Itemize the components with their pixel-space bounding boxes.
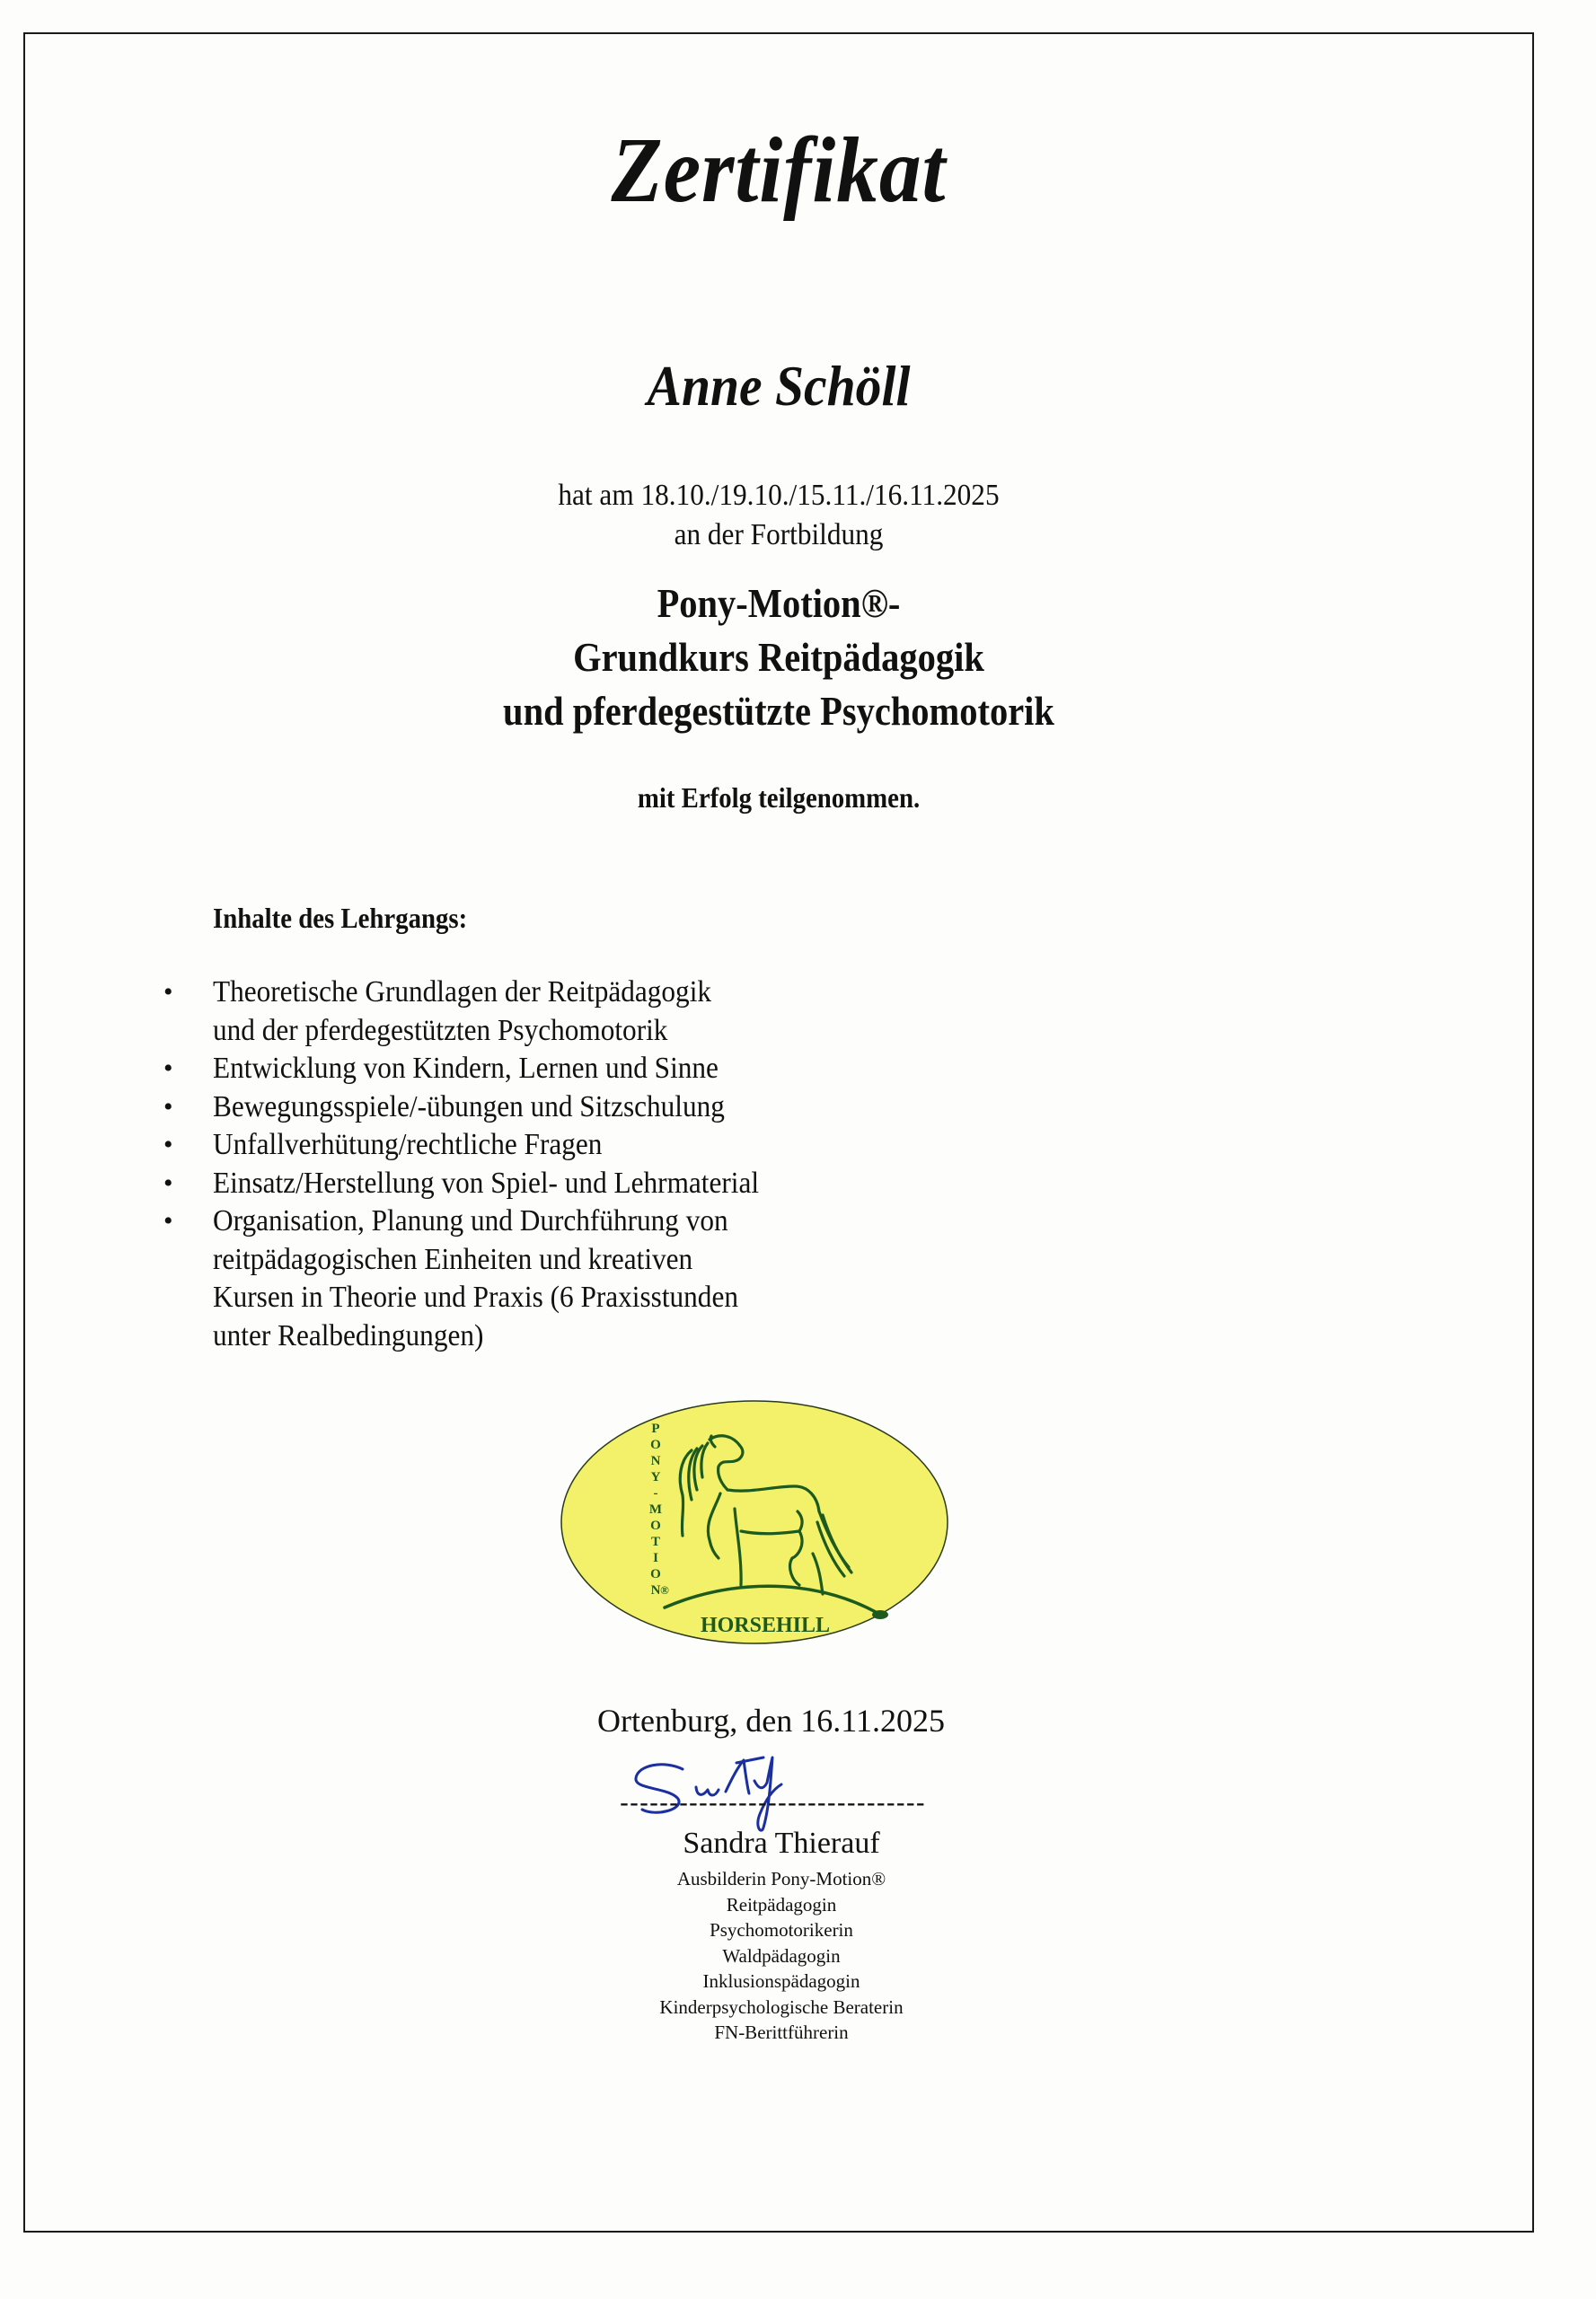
logo-vertical-letter: ® [660,1583,669,1597]
logo-vertical-letter: O [650,1519,661,1533]
list-item [163,1088,972,1127]
logo-vertical-letter: N [650,1583,661,1598]
logo-ellipse [561,1401,948,1643]
bullet-icon: • [163,1167,173,1198]
bullet-icon: • [163,977,173,1007]
list-item-text: Entwicklung von Kindern, Lernen und Sinne [213,1052,719,1085]
course-title-line: Pony-Motion®- [657,580,901,626]
list-item [163,1165,972,1203]
success-statement: mit Erfolg teilgenommen. [637,781,921,814]
bullet-icon: • [163,1206,173,1236]
logo-vertical-letter: T [650,1535,661,1549]
signer-title: Ausbilderin Pony-Motion® [676,1868,886,1889]
logo-vertical-letter: O [650,1438,661,1452]
course-title [114,577,1443,738]
list-item-text: Einsatz/Herstellung von Spiel- und Lehrmaterial [213,1166,760,1200]
list-item [163,973,972,1050]
list-item-text: Organisation, Planung und Durchführung von reitpädagogischen Einheiten und kreativen Kursen in Theorie und Praxis (6 Praxisstunden unter Realbedingungen) [213,1204,738,1352]
course-dates-line: hat am 18.10./19.10./15.11./16.11.2025 [558,479,1000,512]
logo-brand-text: HORSEHILL [700,1614,831,1637]
signer-title: Kinderpsychologische Beraterin [659,1995,904,2018]
bullet-icon: • [163,1130,173,1159]
list-item [163,1050,972,1088]
signature-line: ------------------------------- [620,1788,926,1818]
list-item [163,1202,972,1355]
logo-vertical-letter: O [650,1567,661,1581]
bullet-icon: • [163,1053,173,1083]
recipient-name: Anne Schöll [647,354,911,418]
signer-title: Psychomotorikerin [710,1919,853,1941]
course-intro-line: an der Fortbildung [674,518,884,551]
logo-vertical-letter: - [653,1486,658,1501]
signer-title: FN-Berittführerin [714,2022,849,2043]
signer-title: Reitpädagogin [726,1893,837,1916]
signer-titles [557,1866,1006,2046]
contents-list [163,973,972,1355]
signer-name: Sandra Thierauf [683,1827,880,1860]
course-title-line: und pferdegestützte Psychomotorik [503,688,1054,734]
logo-vertical-letter: M [648,1502,663,1517]
signer-title: Waldpädagogin [722,1944,841,1967]
logo-vertical-letter: Y [650,1470,661,1484]
intro-text [84,476,1473,555]
logo-vertical-letter: N [650,1454,661,1468]
pony-motion-logo [557,1396,952,1648]
course-title-line: Grundkurs Reitpädagogik [573,634,984,680]
certificate-title: Zertifikat [611,119,947,222]
list-item-text: Theoretische Grundlagen der Reitpädagogik und der pferdegestützten Psychomotorik [213,975,712,1047]
signer-title: Inklusionspädagogin [702,1970,860,1992]
place-date: Ortenburg, den 16.11.2025 [597,1703,945,1739]
list-item [163,1126,972,1165]
list-item-text: Unfallverhütung/rechtliche Fragen [213,1128,603,1161]
logo-vertical-letter: I [653,1551,658,1565]
logo-vertical-letter: P [651,1422,660,1436]
list-item-text: Bewegungsspiele/-übungen und Sitzschulung [213,1089,725,1123]
handwritten-signature [629,1738,853,1837]
contents-heading: Inhalte des Lehrgangs: [213,902,468,934]
bullet-icon: • [163,1091,173,1122]
